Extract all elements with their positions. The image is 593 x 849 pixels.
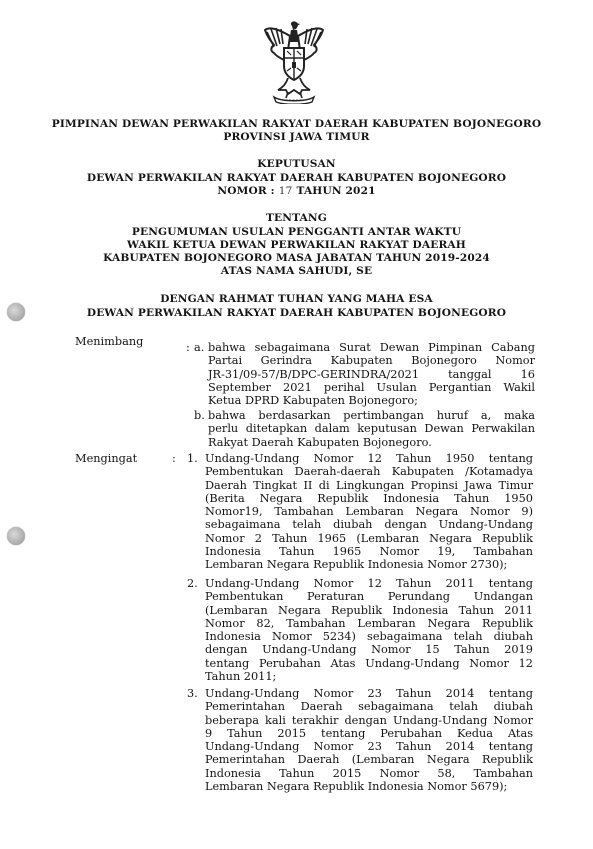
text-line: Tahun 2011;	[205, 670, 277, 684]
menimbang-marker-a: a.	[194, 341, 205, 354]
subject-line: ATAS NAMA SAHUDI, SE	[220, 265, 373, 277]
text-line: Pembentukan Peraturan Perundang Undangan	[205, 590, 533, 604]
text-line: bahwa berdasarkan pertimbangan huruf a, maka	[208, 409, 535, 422]
subject-line: KABUPATEN BOJONEGORO MASA JABATAN TAHUN 2019-2024	[103, 252, 490, 264]
decree-heading: KEPUTUSAN	[257, 158, 336, 170]
text-line: Pemerintahan Daerah (Lembaran Negara Republik	[205, 753, 533, 767]
text-line: Indonesia Tahun 1965 Nomor 19, Tambahan	[205, 545, 533, 559]
mengingat-item-1	[205, 452, 533, 572]
text-line: Pembentukan Daerah-daerah Kabupaten /Kotamadya	[205, 465, 533, 479]
decree-number	[0, 185, 593, 197]
mengingat-item-3	[205, 687, 533, 793]
text-line: tentang Perubahan Atas Undang-Undang Nomor 12	[205, 656, 533, 670]
text-line: bahwa sebagaimana Surat Dewan Pimpinan Cabang	[208, 341, 535, 354]
garuda-pancasila-emblem-icon	[262, 20, 326, 104]
menimbang-marker-b: b.	[194, 409, 205, 422]
text-line: September 2021 perihal Usulan Pergantian Wakil	[208, 380, 535, 394]
mengingat-marker-2: 2.	[187, 577, 198, 590]
menimbang-colon: :	[186, 341, 190, 354]
punch-hole	[7, 303, 25, 321]
text-line: Undang-Undang Nomor 12 Tahun 1950 tentang	[205, 452, 533, 465]
subject-heading: TENTANG	[266, 212, 327, 224]
text-line: Indonesia Nomor 5234) sebagaimana telah diubah	[205, 630, 533, 644]
mengingat-label: Mengingat	[75, 452, 138, 465]
text-line: Nomor 82, Tambahan Lembaran Negara Republik	[205, 616, 533, 630]
menimbang-item-a	[208, 341, 535, 407]
text-line: (Berita Negara Republik Indonesia Tahun 1950	[205, 491, 533, 505]
decree-number-year: TAHUN 2021	[296, 185, 376, 197]
text-line: Undang-Undang Nomor 12 Tahun 2011 tentang	[205, 577, 533, 590]
mengingat-marker-3: 3.	[187, 687, 198, 700]
text-line: Ketua DPRD Kabupaten Bojonegoro;	[208, 394, 418, 408]
mengingat-item-2	[205, 577, 533, 683]
text-line: Rakyat Daerah Kabupaten Bojonegoro.	[208, 435, 432, 449]
text-line: 9 Tahun 2015 tentang Perubahan Kedua Atas	[205, 726, 533, 740]
menimbang-label: Menimbang	[75, 335, 144, 348]
preamble-line: DENGAN RAHMAT TUHAN YANG MAHA ESA	[160, 293, 433, 305]
text-line: Daerah Tingkat II di Lingkungan Propinsi Jawa Timur	[205, 478, 533, 492]
text-line: perlu ditetapkan dalam keputusan Dewan Perwakilan	[208, 422, 535, 436]
institution-name: PIMPINAN DEWAN PERWAKILAN RAKYAT DAERAH KABUPATEN BOJONEGORO	[51, 118, 542, 130]
text-line: Nomor19, Tambahan Lembaran Negara Nomor 9)	[205, 505, 533, 519]
text-line: Indonesia Tahun 2015 Nomor 58, Tambahan	[205, 766, 533, 780]
decree-number-value: 17	[278, 185, 293, 197]
text-line: sebagaimana telah diubah dengan Undang-Undang	[205, 518, 533, 532]
subject-line: WAKIL KETUA DEWAN PERWAKILAN RAKYAT DAERAH	[127, 239, 466, 251]
institution-province: PROVINSI JAWA TIMUR	[223, 131, 370, 143]
text-line: Nomor 2 Tahun 1965 (Lembaran Negara Republik	[205, 531, 533, 545]
text-line: Undang-Undang Nomor 23 Tahun 2014 tentang	[205, 740, 533, 754]
punch-hole	[7, 527, 25, 545]
decree-body: DEWAN PERWAKILAN RAKYAT DAERAH KABUPATEN BOJONEGORO	[86, 172, 507, 184]
menimbang-item-b	[208, 409, 535, 449]
text-line: JR-31/09-57/B/DPC-GERINDRA/2021 tanggal 16	[208, 367, 535, 381]
text-line: Undang-Undang Nomor 23 Tahun 2014 tentang	[205, 687, 533, 700]
subject-line: PENGUMUMAN USULAN PENGGANTI ANTAR WAKTU	[131, 226, 462, 238]
text-line: Partai Gerindra Kabupaten Bojonegoro Nomor	[208, 354, 535, 368]
preamble-line: DEWAN PERWAKILAN RAKYAT DAERAH KABUPATEN BOJONEGORO	[86, 307, 507, 319]
text-line: beberapa kali terakhir dengan Undang-Undang Nomor	[205, 713, 533, 727]
text-line: Lembaran Negara Republik Indonesia Nomor 5679);	[205, 780, 508, 794]
text-line: Lembaran Negara Republik Indonesia Nomor 2730);	[205, 558, 508, 572]
mengingat-colon: :	[172, 452, 176, 465]
text-line: Pemerintahan Daerah sebagaimana telah diubah	[205, 700, 533, 714]
mengingat-marker-1: 1.	[187, 452, 198, 465]
text-line: (Lembaran Negara Republik Indonesia Tahun 2011	[205, 603, 533, 617]
decree-number-prefix: NOMOR :	[217, 185, 275, 197]
text-line: dengan Undang-Undang Nomor 15 Tahun 2019	[205, 643, 533, 657]
